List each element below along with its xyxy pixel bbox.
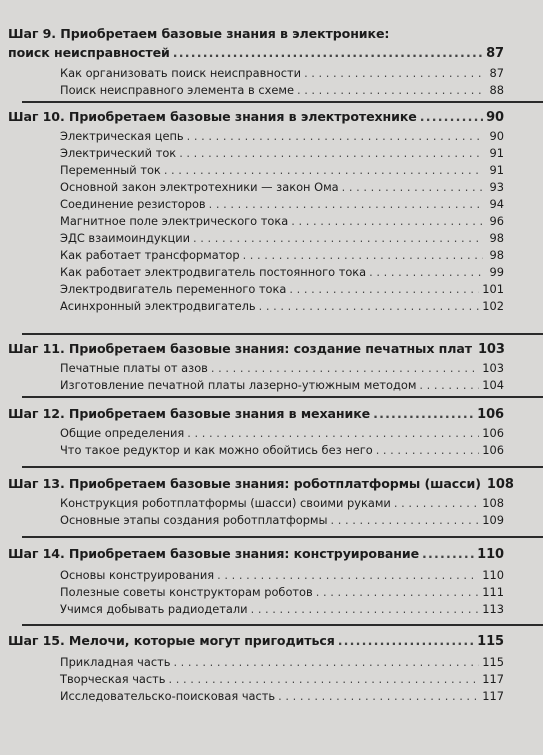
dot-leader: [187, 425, 479, 442]
dot-leader: [179, 145, 483, 162]
toc-heading-page: 108: [486, 477, 514, 492]
toc-item[interactable]: [0, 247, 543, 264]
toc-heading-title: Шаг 12. Приобретаем базовые знания в механике: [8, 406, 371, 421]
toc-item-page: 103: [482, 361, 504, 375]
dot-leader: [173, 654, 479, 671]
dot-leader: [422, 544, 474, 563]
toc-section-step-12: [0, 404, 543, 459]
toc-item[interactable]: [0, 128, 543, 145]
toc-item-title: Соединение резисторов: [60, 197, 206, 211]
dot-leader: [289, 281, 479, 298]
section-divider: [22, 396, 543, 398]
toc-heading[interactable]: [0, 631, 543, 650]
toc-item[interactable]: [0, 360, 543, 377]
toc-item-page: 110: [482, 568, 504, 582]
dot-leader: [259, 298, 480, 315]
toc-item-page: 111: [482, 585, 504, 599]
toc-item-title: Электрическая цепь: [60, 129, 184, 143]
dot-leader: [331, 512, 480, 529]
toc-item-title: Как работает трансформатор: [60, 248, 240, 262]
toc-heading-title: Шаг 14. Приобретаем базовые знания: конструирование: [8, 546, 420, 561]
dot-leader: [420, 107, 483, 126]
toc-item-page: 88: [489, 83, 504, 97]
toc-item[interactable]: [0, 688, 543, 705]
section-divider: [22, 333, 543, 335]
dot-leader: [169, 671, 480, 688]
dot-leader: [342, 179, 483, 196]
toc-section-step-14: [0, 544, 543, 618]
toc-item-title: Конструкция роботплатформы (шасси) своими руками: [60, 496, 391, 510]
toc-item[interactable]: [0, 230, 543, 247]
toc-item-page: 87: [489, 66, 504, 80]
toc-heading-page: 87: [486, 46, 504, 61]
toc-heading-title: Шаг 10. Приобретаем базовые знания в электротехнике: [8, 109, 417, 124]
toc-item[interactable]: [0, 145, 543, 162]
dot-leader: [297, 82, 483, 99]
toc-heading[interactable]: [0, 404, 543, 423]
toc-heading[interactable]: [0, 107, 543, 126]
toc-heading-page: 90: [486, 110, 504, 125]
toc-item-page: 93: [489, 180, 504, 194]
toc-item-title: Магнитное поле электрического тока: [60, 214, 289, 228]
dot-leader: [209, 196, 483, 213]
toc-item[interactable]: [0, 213, 543, 230]
toc-item-page: 117: [482, 689, 504, 703]
toc-item-page: 90: [489, 129, 504, 143]
toc-item-title: Общие определения: [60, 426, 185, 440]
dot-leader: [338, 631, 474, 650]
toc-item-page: 108: [482, 496, 504, 510]
toc-item-page: 104: [482, 378, 504, 392]
toc-item[interactable]: [0, 82, 543, 99]
toc-item-title: Электрический ток: [60, 146, 177, 160]
toc-item-title: Асинхронный электродвигатель: [60, 299, 256, 313]
toc-item-page: 91: [489, 163, 504, 177]
toc-item[interactable]: [0, 654, 543, 671]
toc-item[interactable]: [0, 671, 543, 688]
toc-section-step-9: [0, 24, 543, 99]
toc-heading-page: 110: [477, 547, 504, 562]
toc-heading[interactable]: [0, 544, 543, 563]
dot-leader: [369, 264, 483, 281]
toc-item-title: Изготовление печатной платы лазерно-утюжным методом: [60, 378, 417, 392]
toc-heading-page: 115: [477, 634, 504, 649]
toc-item[interactable]: [0, 196, 543, 213]
toc-heading-title: Шаг 11. Приобретаем базовые знания: создание печатных плат: [8, 341, 472, 356]
toc-item-page: 106: [482, 443, 504, 457]
toc-item[interactable]: [0, 281, 543, 298]
toc-item-page: 109: [482, 513, 504, 527]
toc-item-page: 115: [482, 655, 504, 669]
toc-item-title: Что такое редуктор и как можно обойтись без него: [60, 443, 373, 457]
dot-leader: [243, 247, 483, 264]
toc-item-title: Прикладная часть: [60, 655, 171, 669]
toc-section-step-13: [0, 474, 543, 529]
toc-heading-title: Шаг 9. Приобретаем базовые знания в электронике:: [8, 26, 390, 41]
toc-item-title: Основные этапы создания роботплатформы: [60, 513, 328, 527]
toc-item[interactable]: [0, 512, 543, 529]
section-divider: [22, 536, 543, 538]
toc-item[interactable]: [0, 584, 543, 601]
section-divider: [22, 466, 543, 468]
toc-item-page: 98: [489, 231, 504, 245]
toc-item[interactable]: [0, 567, 543, 584]
toc-heading-page: 103: [477, 342, 505, 357]
toc-item-page: 94: [489, 197, 504, 211]
toc-section-step-10: [0, 107, 543, 315]
toc-item[interactable]: [0, 425, 543, 442]
dot-leader: [173, 43, 483, 62]
toc-heading-title: Шаг 15. Мелочи, которые могут пригодиться: [8, 633, 335, 648]
toc-item-page: 101: [482, 282, 504, 296]
dot-leader: [187, 128, 483, 145]
toc-item-title: Исследовательско-поисковая часть: [60, 689, 276, 703]
section-divider: [22, 624, 543, 626]
toc-item[interactable]: [0, 179, 543, 196]
toc-item-title: Поиск неисправного элемента в схеме: [60, 83, 294, 97]
toc-item[interactable]: [0, 601, 543, 618]
toc-item-page: 102: [482, 299, 504, 313]
toc-item[interactable]: [0, 162, 543, 179]
toc-item-page: 99: [489, 265, 504, 279]
dot-leader: [251, 601, 480, 618]
toc-item-title: Творческая часть: [60, 672, 166, 686]
dot-leader: [394, 495, 479, 512]
toc-item-title: Полезные советы конструкторам роботов: [60, 585, 313, 599]
toc-heading-page: 106: [477, 407, 504, 422]
toc-item-title: Учимся добывать радиодетали: [60, 602, 248, 616]
toc-item-page: 113: [482, 602, 504, 616]
toc-heading[interactable]: [0, 474, 543, 493]
toc-heading[interactable]: [0, 339, 543, 358]
toc-heading-continued[interactable]: [0, 43, 543, 62]
toc-item-page: 98: [489, 248, 504, 262]
toc-item-page: 117: [482, 672, 504, 686]
toc-heading[interactable]: [0, 24, 543, 43]
toc-item-page: 106: [482, 426, 504, 440]
toc-item[interactable]: [0, 442, 543, 459]
toc-heading-title-line2: поиск неисправностей: [8, 45, 170, 60]
dot-leader: [211, 360, 479, 377]
dot-leader: [304, 65, 483, 82]
toc-section-step-11: [0, 339, 543, 394]
toc-item-page: 96: [489, 214, 504, 228]
toc-item-title: Переменный ток: [60, 163, 161, 177]
toc-item-title: ЭДС взаимоиндукции: [60, 231, 191, 245]
dot-leader: [376, 442, 480, 459]
toc-item-title: Основной закон электротехники — закон Ома: [60, 180, 339, 194]
toc-item[interactable]: [0, 377, 543, 394]
toc-heading-title: Шаг 13. Приобретаем базовые знания: роботплатформы (шасси): [8, 476, 481, 491]
dot-leader: [193, 230, 483, 247]
toc-item-title: Как работает электродвигатель постоянного тока: [60, 265, 367, 279]
toc-item[interactable]: [0, 495, 543, 512]
dot-leader: [291, 213, 483, 230]
section-divider: [22, 101, 543, 103]
dot-leader: [278, 688, 479, 705]
dot-leader: [316, 584, 480, 601]
dot-leader: [164, 162, 483, 179]
toc-item-title: Как организовать поиск неисправности: [60, 66, 302, 80]
dot-leader: [373, 404, 474, 423]
toc-item-title: Электродвигатель переменного тока: [60, 282, 287, 296]
dot-leader: [419, 377, 479, 394]
toc-item[interactable]: [0, 65, 543, 82]
toc-item[interactable]: [0, 298, 543, 315]
toc-item-title: Основы конструирования: [60, 568, 215, 582]
toc-item-title: Печатные платы от азов: [60, 361, 208, 375]
toc-section-step-15: [0, 631, 543, 705]
dot-leader: [217, 567, 479, 584]
toc-item-page: 91: [489, 146, 504, 160]
toc-item[interactable]: [0, 264, 543, 281]
